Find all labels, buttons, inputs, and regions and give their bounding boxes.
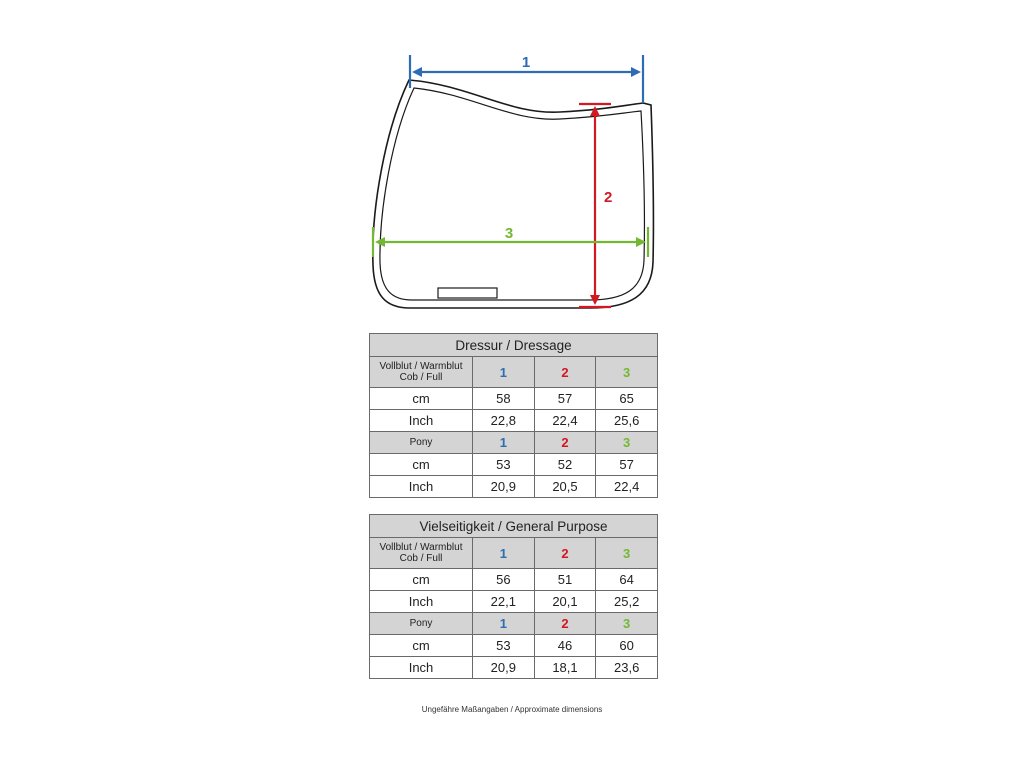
column-header-2: 2 <box>534 538 596 569</box>
unit-cell: cm <box>370 388 473 410</box>
column-header-3: 3 <box>596 613 658 635</box>
value-cell: 56 <box>473 569 535 591</box>
unit-cell: cm <box>370 454 473 476</box>
unit-cell: cm <box>370 569 473 591</box>
value-cell: 23,6 <box>596 657 658 679</box>
group-label: Vollblut / Warmblut Cob / Full <box>370 357 473 388</box>
table-title: Dressur / Dressage <box>370 334 658 357</box>
value-cell: 58 <box>473 388 535 410</box>
value-cell: 22,8 <box>473 410 535 432</box>
general-purpose-size-table <box>369 514 658 679</box>
value-cell: 46 <box>534 635 596 657</box>
value-cell: 22,4 <box>596 476 658 498</box>
measure-1-label: 1 <box>521 54 531 71</box>
value-cell: 22,4 <box>534 410 596 432</box>
column-header-1: 1 <box>473 357 535 388</box>
unit-cell: Inch <box>370 410 473 432</box>
value-cell: 20,9 <box>473 476 535 498</box>
saddle-pad-diagram <box>360 50 670 315</box>
table-row <box>370 635 658 657</box>
footnote: Ungefähre Maßangaben / Approximate dimensions <box>421 705 603 714</box>
unit-cell: cm <box>370 635 473 657</box>
value-cell: 57 <box>534 388 596 410</box>
value-cell: 65 <box>596 388 658 410</box>
measure-3-label: 3 <box>504 225 514 242</box>
dressage-size-table <box>369 333 658 498</box>
table-row <box>370 476 658 498</box>
group-label: Pony <box>370 432 473 454</box>
value-cell: 53 <box>473 454 535 476</box>
table-row <box>370 569 658 591</box>
value-cell: 20,1 <box>534 591 596 613</box>
value-cell: 20,5 <box>534 476 596 498</box>
column-header-1: 1 <box>473 538 535 569</box>
group-label: Pony <box>370 613 473 635</box>
value-cell: 25,6 <box>596 410 658 432</box>
value-cell: 52 <box>534 454 596 476</box>
column-header-3: 3 <box>596 357 658 388</box>
column-header-2: 2 <box>534 613 596 635</box>
table-row <box>370 591 658 613</box>
value-cell: 57 <box>596 454 658 476</box>
column-header-3: 3 <box>596 538 658 569</box>
unit-cell: Inch <box>370 657 473 679</box>
value-cell: 53 <box>473 635 535 657</box>
value-cell: 22,1 <box>473 591 535 613</box>
group-label: Vollblut / Warmblut Cob / Full <box>370 538 473 569</box>
value-cell: 51 <box>534 569 596 591</box>
table-title: Vielseitigkeit / General Purpose <box>370 515 658 538</box>
column-header-1: 1 <box>473 432 535 454</box>
unit-cell: Inch <box>370 591 473 613</box>
value-cell: 25,2 <box>596 591 658 613</box>
unit-cell: Inch <box>370 476 473 498</box>
column-header-3: 3 <box>596 432 658 454</box>
table-row <box>370 657 658 679</box>
value-cell: 20,9 <box>473 657 535 679</box>
value-cell: 60 <box>596 635 658 657</box>
table-row <box>370 454 658 476</box>
table-row <box>370 388 658 410</box>
column-header-2: 2 <box>534 357 596 388</box>
value-cell: 18,1 <box>534 657 596 679</box>
measure-2-label: 2 <box>604 189 613 206</box>
column-header-2: 2 <box>534 432 596 454</box>
value-cell: 64 <box>596 569 658 591</box>
column-header-1: 1 <box>473 613 535 635</box>
table-row <box>370 410 658 432</box>
